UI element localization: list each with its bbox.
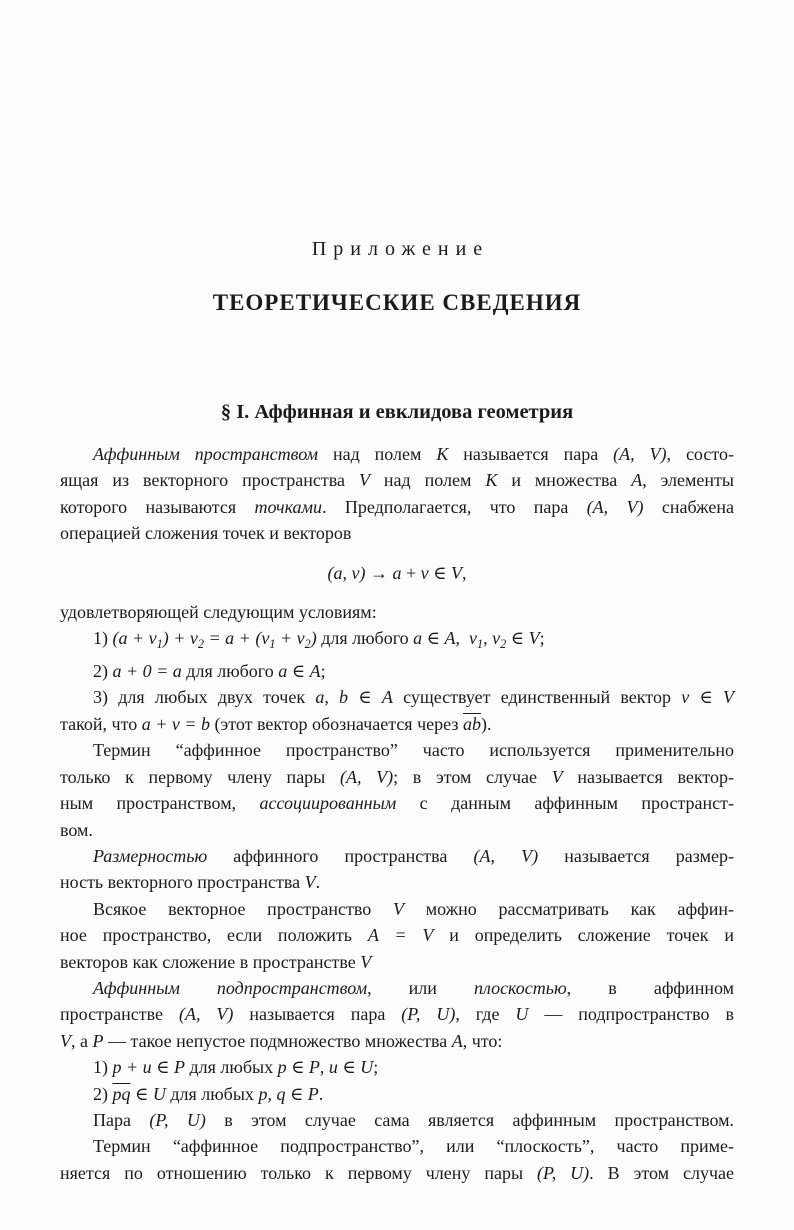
text-segment: — такое непустое подмножество множества — [103, 1030, 452, 1051]
text-segment: называется вектор- — [562, 766, 735, 787]
text-segment: над полем — [369, 470, 486, 491]
math-overline-vector: $\overline{pq}$ — [112, 1083, 131, 1104]
math-overline-vector: $\overline{ab}$ — [462, 713, 481, 734]
math-expression: (P, U) — [401, 1004, 456, 1025]
text-segment: → — [365, 562, 393, 583]
text-line — [60, 1028, 734, 1054]
text-line — [60, 896, 734, 922]
math-expression: V — [450, 562, 462, 583]
math-expression: v — [468, 628, 477, 649]
text-segment: можно рассматривать как аффин- — [403, 898, 734, 919]
text-segment: ∈ — [151, 1057, 174, 1078]
text-segment: , — [461, 562, 467, 583]
math-expression: (A, V) — [473, 845, 539, 866]
text-segment: ность векторного пространства — [60, 872, 305, 893]
text-line — [60, 467, 734, 493]
math-subscript: 1 — [476, 637, 484, 652]
italic-term: Аффинным пространством — [93, 444, 319, 464]
math-expression: p + u — [112, 1057, 152, 1078]
chapter-kicker: Приложение — [311, 238, 490, 260]
text-segment: которого называются — [60, 496, 255, 517]
math-subscript: 2 — [197, 637, 205, 652]
text-segment: , что: — [462, 1030, 503, 1051]
text-line — [60, 1001, 734, 1027]
math-expression: (A, V) — [613, 444, 667, 464]
chapter-title: ТЕОРЕТИЧЕСКИЕ СВЕДЕНИЯ — [212, 290, 582, 315]
text-segment: , в аффинном — [566, 977, 735, 998]
text-segment: в этом случае сама является аффинным пространством. — [205, 1109, 735, 1130]
text-segment: удовлетворяющей следующим условиям: — [60, 602, 377, 623]
math-expression: V — [528, 628, 540, 649]
text-segment: Пара — [93, 1109, 150, 1130]
math-expression: (P, U) — [149, 1109, 206, 1130]
text-segment: для любых — [165, 1083, 259, 1104]
text-segment: ; — [373, 1057, 379, 1078]
math-expression: (a, v) — [327, 562, 366, 583]
math-subscript: 1 — [269, 637, 276, 652]
text-line — [60, 711, 734, 737]
math-subscript: 2 — [304, 637, 311, 652]
text-segment: аффинного пространства — [207, 845, 474, 866]
text-line — [60, 922, 734, 948]
text-segment: называется размер- — [538, 845, 734, 866]
text-segment: Термин “аффинное подпространство”, или “плоскость”, часто приме- — [93, 1136, 734, 1157]
math-expression: p — [277, 1057, 287, 1078]
text-segment: , где — [455, 1004, 516, 1025]
text-line — [60, 658, 734, 684]
text-segment: ное пространство, если положить — [60, 925, 368, 946]
math-expression: A — [309, 661, 321, 682]
math-expression: p, q — [258, 1083, 286, 1104]
text-segment: , или — [367, 977, 474, 998]
text-line — [60, 764, 734, 790]
math-expression: V — [60, 1030, 71, 1051]
text-segment: 3) для любых двух точек — [93, 687, 316, 708]
text-segment: снабжена — [643, 496, 734, 517]
text-segment: + — [401, 562, 421, 583]
text-segment: ∈ — [506, 628, 529, 649]
text-line — [60, 737, 734, 763]
text-line — [60, 1054, 734, 1080]
italic-term: ассоциированным — [259, 793, 397, 814]
math-expression: A — [444, 628, 456, 649]
text-segment: Термин “аффинное пространство” часто используется применительно — [93, 740, 734, 761]
text-segment: Всякое векторное пространство — [93, 898, 393, 919]
text-segment: 2) — [93, 1083, 113, 1104]
text-segment: ∈ — [337, 1057, 361, 1078]
text-segment: ; в этом случае — [393, 766, 552, 787]
math-expression: K — [436, 444, 449, 464]
text-segment: ∈ — [428, 562, 451, 583]
text-segment: ∈ — [689, 687, 723, 708]
text-segment: операцией сложения точек и векторов — [60, 523, 352, 544]
text-segment: ). — [480, 713, 492, 734]
text-segment: . В этом случае — [589, 1162, 734, 1183]
text-segment: называется пара — [233, 1004, 402, 1025]
italic-term: Аффинным подпространством — [93, 977, 368, 998]
text-segment: . — [318, 1083, 324, 1104]
section-heading: § I. Аффинная и евклидова геометрия — [220, 401, 574, 423]
math-expression: A — [631, 470, 643, 491]
text-segment: ∈ — [422, 628, 445, 649]
text-line — [60, 441, 734, 467]
math-expression: A — [451, 1030, 463, 1051]
text-segment: для любого — [316, 628, 414, 649]
text-segment: только к первому члену пары — [60, 766, 340, 787]
text-segment: 1) — [93, 628, 113, 649]
math-expression: P — [307, 1083, 319, 1104]
text-segment: существует единственный вектор — [392, 687, 682, 708]
text-segment: 1) — [93, 1057, 113, 1078]
math-expression: A — [381, 687, 393, 708]
text-segment: для любого — [181, 661, 279, 682]
math-expression: U — [360, 1057, 374, 1078]
text-segment: ∈ — [286, 1057, 309, 1078]
text-line — [60, 1081, 734, 1107]
math-expression: P — [173, 1057, 185, 1078]
text-segment: ∈ — [285, 1083, 308, 1104]
text-segment: такой, что — [60, 713, 142, 734]
text-line — [60, 1133, 734, 1159]
math-expression: V — [392, 898, 404, 919]
math-expression: P — [92, 1030, 104, 1051]
math-expression: (A, V) — [586, 496, 644, 517]
text-segment: с данным аффинным пространст- — [396, 793, 734, 814]
math-expression: ) + v — [162, 628, 198, 649]
math-expression: V — [723, 687, 734, 708]
text-line — [60, 494, 734, 520]
text-line — [60, 684, 734, 710]
math-expression: (A, V) — [178, 1004, 234, 1025]
math-expression: (a + v — [112, 628, 157, 649]
math-expression: = a + (v — [204, 628, 270, 649]
text-segment: ∈ — [130, 1083, 153, 1104]
text-line — [60, 949, 734, 975]
math-expression: + v — [275, 628, 305, 649]
display-formula — [60, 560, 734, 586]
math-expression: a — [278, 661, 288, 682]
text-segment: пространстве — [60, 1004, 179, 1025]
math-expression: V — [360, 951, 372, 972]
text-line — [60, 520, 734, 546]
text-segment: векторов как сложение в пространстве — [60, 951, 361, 972]
math-expression: a — [392, 562, 402, 583]
text-segment: . — [315, 872, 321, 893]
text-line — [60, 599, 734, 625]
math-expression: u — [328, 1057, 338, 1078]
math-expression: V — [304, 872, 316, 893]
text-line — [60, 817, 734, 843]
text-segment: (этот вектор обозначается через — [210, 713, 463, 734]
text-segment: — подпространство в — [528, 1004, 734, 1025]
text-segment: , элементы — [642, 470, 735, 491]
text-segment: над полем — [318, 444, 437, 464]
math-expression: V — [358, 470, 370, 491]
text-segment: , — [455, 628, 469, 649]
text-segment: ; — [320, 661, 326, 682]
text-segment: ∈ — [348, 687, 382, 708]
text-segment: ным пространством, — [60, 793, 260, 814]
text-line — [60, 843, 734, 869]
italic-term: плоскостью — [474, 977, 567, 998]
text-segment: и определить сложение точек и — [433, 925, 735, 946]
math-expression: v — [420, 562, 429, 583]
math-expression: v — [681, 687, 690, 708]
math-expression: , v — [483, 628, 501, 649]
text-segment: , а — [71, 1030, 93, 1051]
math-expression: a + 0 = a — [112, 661, 182, 682]
text-line — [60, 975, 734, 1001]
text-segment: 2) — [93, 661, 113, 682]
italic-term: Размерностью — [93, 845, 208, 866]
text-line — [60, 1160, 734, 1186]
text-segment: , состо- — [666, 444, 734, 464]
text-line — [60, 790, 734, 816]
text-segment: ∈ — [287, 661, 310, 682]
math-expression: (A, V) — [339, 766, 394, 787]
text-segment: ящая из векторного пространства — [60, 470, 359, 491]
math-expression: ) — [310, 628, 317, 649]
math-subscript: 1 — [156, 637, 163, 652]
math-expression: K — [485, 470, 498, 491]
math-expression: a + v = b — [141, 713, 211, 734]
text-segment: для любых — [184, 1057, 278, 1078]
text-segment: ; — [539, 628, 545, 649]
text-segment: . Предполагается, что пара — [322, 496, 587, 517]
math-expression: a — [413, 628, 423, 649]
math-expression: A = V — [367, 925, 434, 946]
math-subscript: 2 — [500, 637, 507, 652]
body-text — [60, 441, 734, 1186]
text-line — [60, 1107, 734, 1133]
text-segment: , — [319, 1057, 329, 1078]
math-expression: U — [515, 1004, 529, 1025]
italic-term: точками — [254, 496, 323, 517]
math-expression: P — [308, 1057, 320, 1078]
text-segment: и множества — [497, 470, 632, 491]
math-expression: V — [551, 766, 563, 787]
text-segment: вом. — [60, 819, 93, 840]
text-line — [60, 869, 734, 895]
math-expression: U — [152, 1083, 166, 1104]
text-line — [60, 625, 734, 658]
text-segment: называется пара — [448, 444, 614, 464]
math-expression: a, b — [315, 687, 349, 708]
math-expression: (P, U) — [537, 1162, 590, 1183]
text-segment: няется по отношению только к первому члену пары — [60, 1162, 538, 1183]
